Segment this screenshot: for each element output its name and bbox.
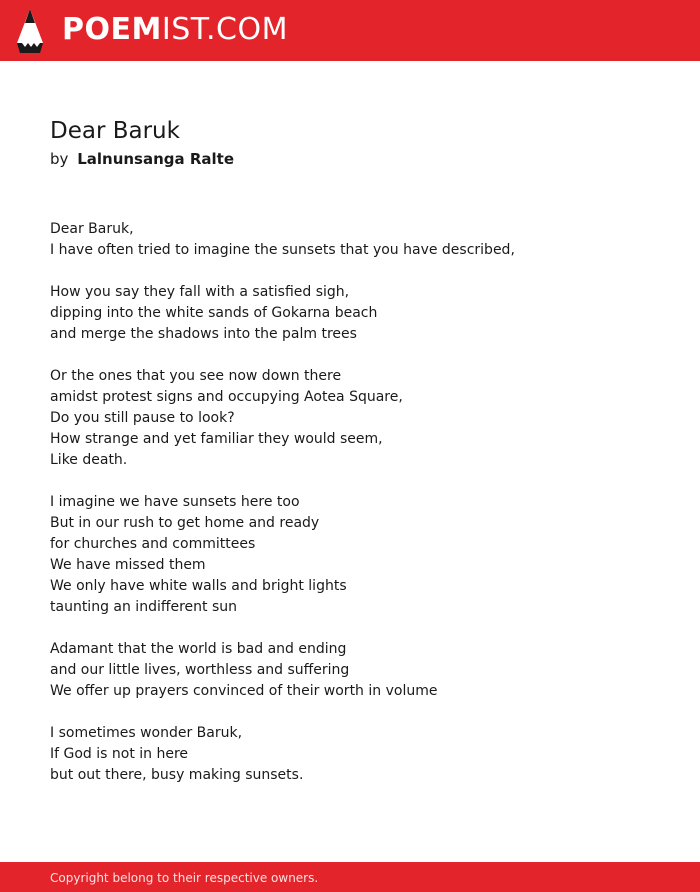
poem-line: Adamant that the world is bad and ending — [50, 641, 347, 657]
copyright-notice: Copyright belong to their respective owners. — [50, 871, 319, 885]
header-bar — [0, 0, 700, 61]
poem-line: Or the ones that you see now down there — [50, 368, 342, 384]
poem-line: for churches and committees — [50, 536, 256, 552]
poem-line: Like death. — [50, 452, 128, 468]
poem-body — [50, 219, 670, 807]
poem-line: but out there, busy making sunsets. — [50, 767, 304, 783]
poem-line: taunting an indifferent sun — [50, 599, 238, 615]
stanza — [50, 723, 670, 786]
poem-line: We have missed them — [50, 557, 206, 573]
author-name: Lalnunsanga Ralte — [77, 150, 235, 168]
stanza — [50, 282, 670, 345]
poem-line: and our little lives, worthless and suffering — [50, 662, 350, 678]
poem-line: We only have white walls and bright lights — [50, 578, 347, 594]
pencil-logo-icon — [16, 9, 44, 53]
stanza — [50, 366, 670, 471]
by-label: by — [50, 150, 69, 168]
logo-light-text: IST.COM — [161, 12, 288, 47]
poem-line: and merge the shadows into the palm trees — [50, 326, 357, 342]
poem-line: If God is not in here — [50, 746, 189, 762]
poem-line: But in our rush to get home and ready — [50, 515, 320, 531]
poem-title: Dear Baruk — [50, 118, 180, 144]
site-logo[interactable] — [62, 12, 288, 48]
poem-line: dipping into the white sands of Gokarna beach — [50, 305, 378, 321]
poem-line: How strange and yet familiar they would seem, — [50, 431, 383, 447]
poem-line: I imagine we have sunsets here too — [50, 494, 300, 510]
poem-line: Do you still pause to look? — [50, 410, 235, 426]
byline — [50, 148, 234, 170]
poem-line: I sometimes wonder Baruk, — [50, 725, 243, 741]
poem-line: I have often tried to imagine the sunsets that you have described, — [50, 242, 515, 258]
poem-line: amidst protest signs and occupying Aotea Square, — [50, 389, 403, 405]
stanza — [50, 639, 670, 702]
poem-line: Dear Baruk, — [50, 221, 134, 237]
poem-line: How you say they fall with a satisfied sigh, — [50, 284, 350, 300]
stanza — [50, 219, 670, 261]
footer-bar — [0, 862, 700, 892]
poem-line: We offer up prayers convinced of their worth in volume — [50, 683, 438, 699]
stanza — [50, 492, 670, 618]
logo-bold-text: POEM — [62, 12, 162, 47]
